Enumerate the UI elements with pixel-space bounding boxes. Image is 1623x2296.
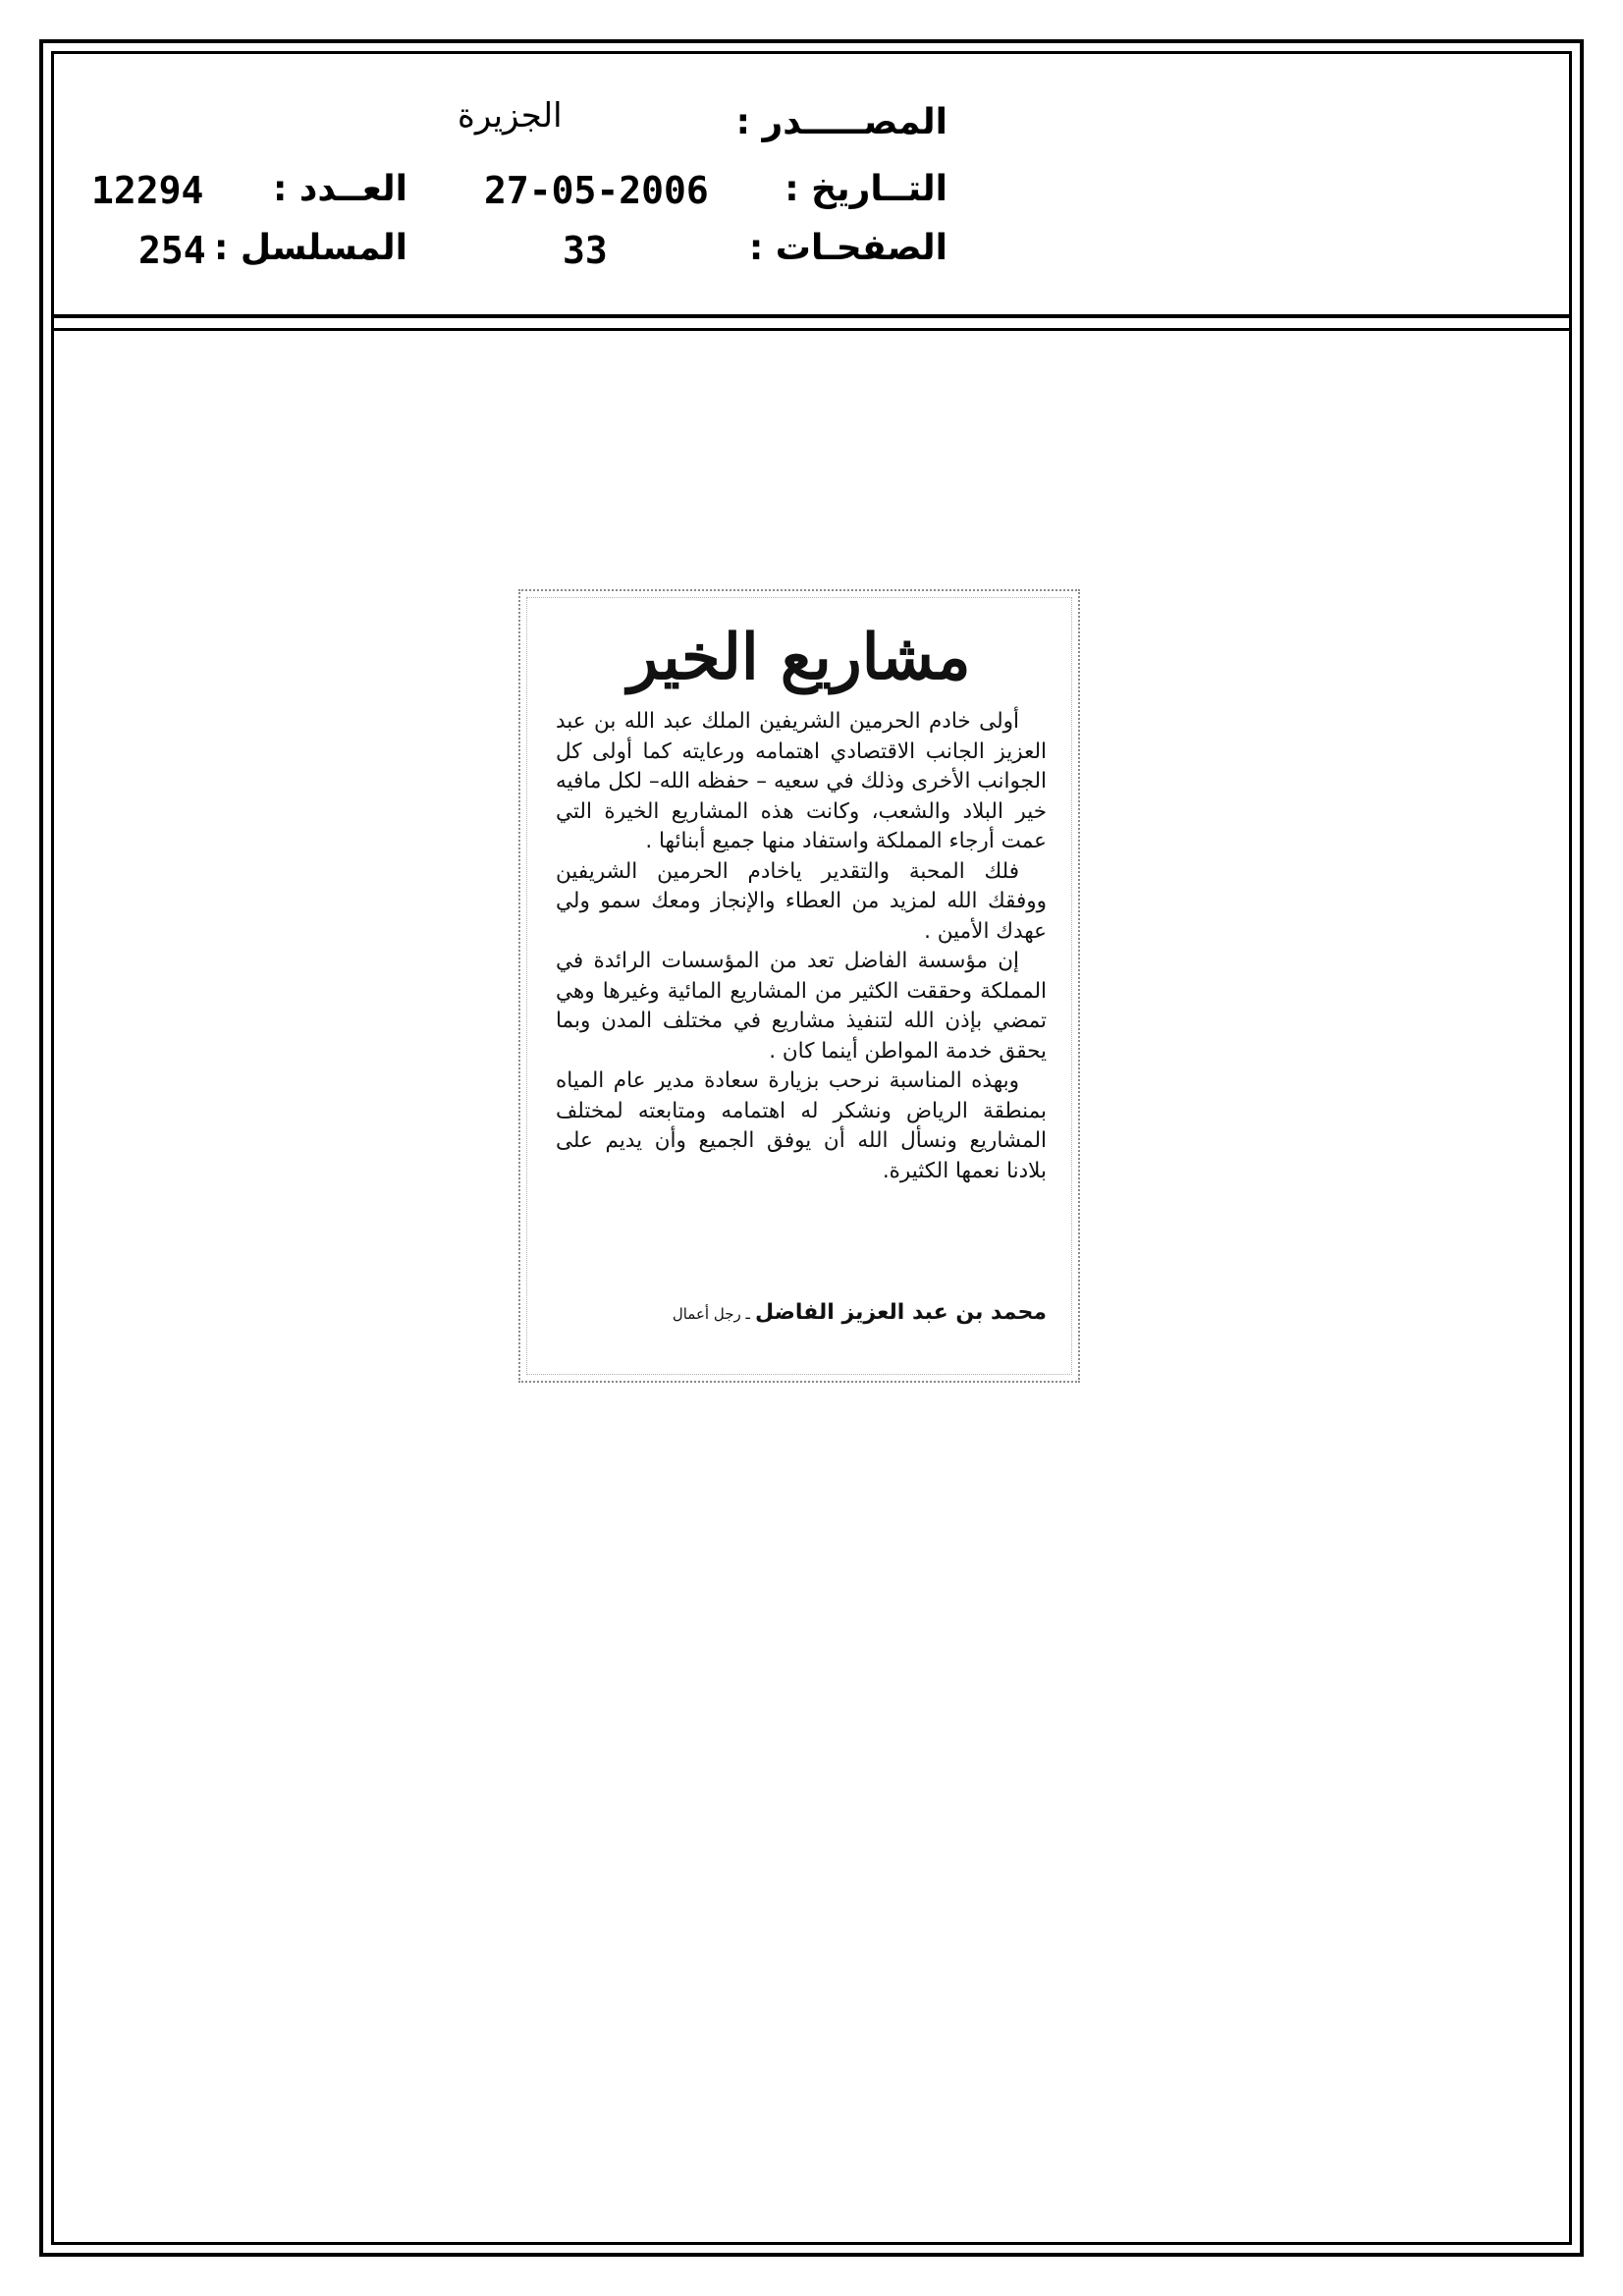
serial-label: المسلسل : (213, 228, 407, 268)
serial-value: 254 (138, 229, 206, 272)
signature-name: محمد بن عبد العزيز الفاضل (755, 1300, 1047, 1325)
pages-label: الصفحـات : (748, 228, 947, 268)
signature-role: ـ رجل أعمال (672, 1305, 750, 1323)
issue-label: العــدد : (273, 169, 407, 209)
source-value: الجزيرة (458, 96, 563, 136)
issue-value: 12294 (91, 169, 204, 212)
article-body (556, 707, 1047, 1186)
pages-value: 33 (563, 229, 608, 272)
article-paragraph: فلك المحبة والتقدير ياخادم الحرمين الشريفين ووفقك الله لمزيد من العطاء والإنجاز ومعك سمو ولي عهدك الأمين . (556, 858, 1047, 944)
article-paragraph: إن مؤسسة الفاضل تعد من المؤسسات الرائدة في المملكة وحققت الكثير من المشاريع المائية وغيرها وهي تمضي بإذن الله لتنفيذ مشاريع في مختلف المدن وبما يحقق خدمة المواطن أينما كان . (556, 949, 1047, 1064)
article-paragraph: أولى خادم الحرمين الشريفين الملك عبد الله بن عبد العزيز الجانب الاقتصادي اهتمامه ورعايته كما أولى كل الجوانب الأخرى وذلك في سعيه – حفظه الله– لكل مافيه خير البلاد والشعب، وكانت هذه المشاريع الخيرة التي عمت أرجاء المملكة واستفاد منها جميع أبنائها . (556, 709, 1047, 853)
article-paragraph: وبهذه المناسبة نرحب بزيارة سعادة مدير عام المياه بمنطقة الرياض ونشكر له اهتمامه ومتابعته لمختلف المشاريع ونسأل الله أن يوفق الجميع وأن يديم على بلادنا نعمها الكثيرة. (556, 1068, 1047, 1183)
source-label: المصـــــدر : (735, 102, 947, 142)
date-label: التــاريخ : (784, 169, 947, 209)
newspaper-clipping (518, 589, 1080, 1383)
article-signature (556, 1300, 1047, 1325)
article-title: مشاريع الخير (627, 621, 971, 694)
header-divider (51, 314, 1572, 318)
date-value: 27-05-2006 (484, 169, 709, 212)
header-divider-secondary (51, 328, 1572, 331)
